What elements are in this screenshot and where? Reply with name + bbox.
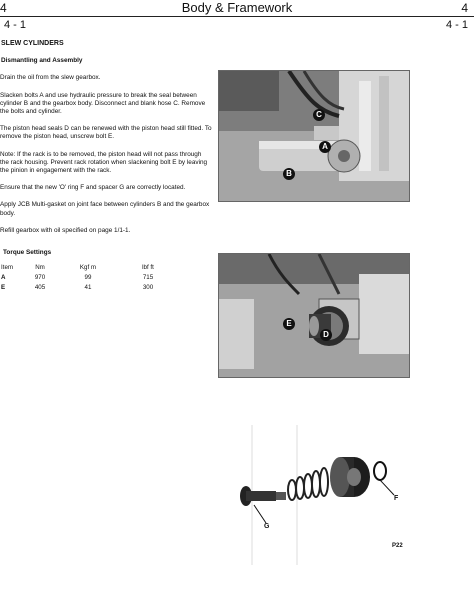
torque-header-kgfm: Kgf m: [79, 263, 97, 271]
photo-1-graphic: [219, 71, 409, 201]
figure-page-code: P22: [392, 543, 403, 549]
step-4-note: Note: If the rack is to be removed, the piston head will not pass through the rack housing. Prevent rack rotation when slackening bolt E by leaving the pinion in engagement with the rack.: [0, 150, 208, 175]
page-header: [0, 0, 474, 34]
step-3: The piston head seals D can be renewed with the piston head still fitted. To remove the piston head, unscrew bolt E.: [0, 125, 212, 141]
torque-header-row: [1, 263, 177, 273]
torque-kgfm: 99: [84, 273, 92, 281]
photo-slew-cylinder-installed: [218, 70, 410, 202]
callout-e: E: [283, 318, 295, 330]
header-section-left: 4 - 1: [4, 19, 27, 31]
instructions-column: [0, 40, 212, 293]
step-2: Slacken bolts A and use hydraulic pressure to break the seal between cylinder B and the gearbox body. Disconnect and blank hose C. Remove the bolts and cylinder.: [0, 91, 206, 116]
exploded-piston-illustration: [222, 425, 422, 575]
step-5: Ensure that the new 'O' ring F and spacer G are correctly located.: [0, 184, 186, 192]
torque-header-item: Item: [1, 263, 14, 271]
table-row: [1, 283, 177, 293]
header-right-page-number: 4: [461, 1, 468, 15]
header-title: Body & Framework: [181, 0, 293, 15]
table-row: [1, 273, 177, 283]
callout-f: F: [394, 495, 399, 502]
torque-nm: 970: [34, 273, 46, 281]
callout-b: B: [283, 168, 295, 180]
header-left-page-number: 4: [0, 1, 7, 15]
step-6: Apply JCB Multi-gasket on joint face between cylinders B and the gearbox body.: [0, 201, 210, 217]
torque-settings-title: Torque Settings: [3, 249, 52, 257]
illustration-graphic: [222, 425, 422, 575]
callout-c: C: [313, 109, 325, 121]
section-subtitle: Dismantling and Assembly: [1, 57, 83, 65]
torque-item: E: [1, 283, 6, 291]
torque-header-lbfft: lbf ft: [142, 263, 154, 271]
photo-2-graphic: [219, 254, 409, 377]
callout-a: A: [319, 141, 331, 153]
step-7: Refill gearbox with oil specified on page 1/1-1.: [0, 226, 131, 234]
torque-kgfm: 41: [84, 283, 92, 291]
callout-d: D: [320, 329, 332, 341]
torque-header-nm: Nm: [35, 263, 45, 271]
header-section-right: 4 - 1: [445, 19, 468, 31]
callout-g: G: [264, 523, 270, 530]
torque-lbfft: 715: [142, 273, 154, 281]
section-title: SLEW CYLINDERS: [1, 40, 64, 47]
torque-table: [1, 263, 177, 293]
step-1: Drain the oil from the slew gearbox.: [0, 74, 101, 82]
torque-item: A: [1, 273, 6, 281]
photo-piston-head: [218, 253, 410, 378]
header-rule: [0, 16, 474, 17]
torque-nm: 405: [34, 283, 46, 291]
torque-lbfft: 300: [142, 283, 154, 291]
